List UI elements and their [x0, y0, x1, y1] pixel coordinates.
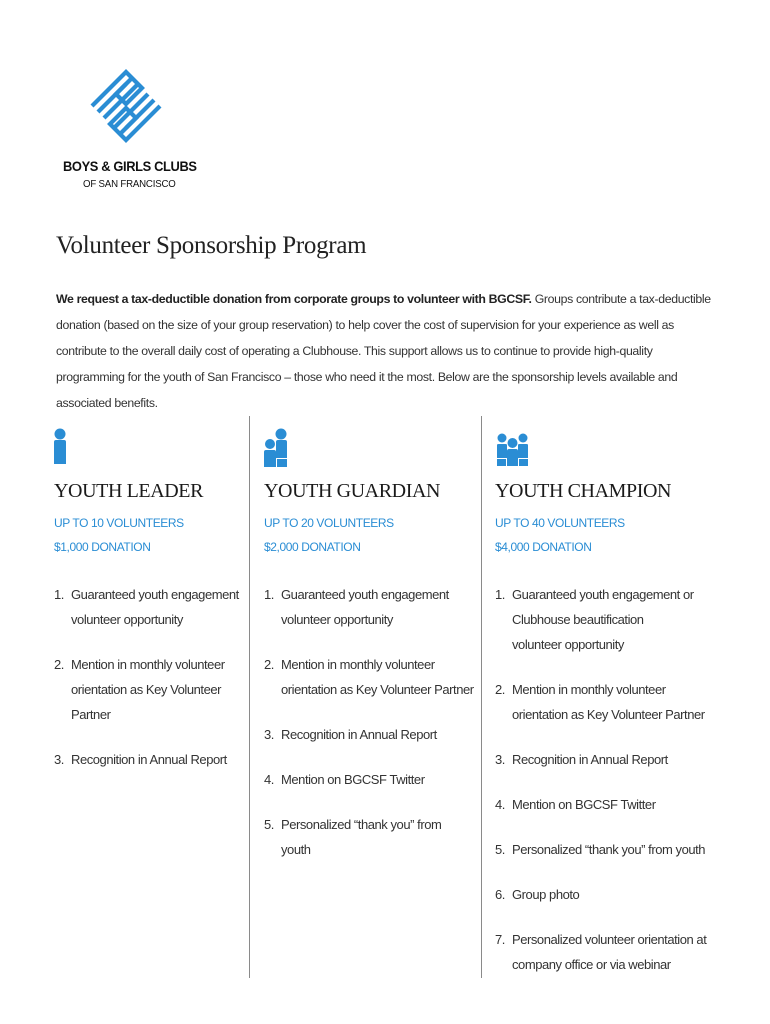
- benefit-text: volunteer opportunity: [71, 612, 183, 627]
- benefit-number: 3.: [264, 727, 274, 742]
- intro-bold: We request a tax-deductible donation from corporate groups to volunteer with BGCSF.: [56, 292, 532, 306]
- benefit-item: [54, 747, 246, 772]
- benefit-text: Clubhouse beautification: [512, 612, 644, 627]
- benefit-item: [264, 652, 474, 702]
- tier-volunteers: UP TO 40 VOLUNTEERS: [495, 516, 625, 530]
- benefit-number: 1.: [54, 587, 64, 602]
- benefit-text: Recognition in Annual Report: [71, 752, 227, 767]
- benefit-text: Guaranteed youth engagement: [281, 587, 449, 602]
- tier-youth-guardian: [264, 428, 474, 857]
- benefit-list: [495, 582, 706, 997]
- benefit-number: 6.: [495, 887, 505, 902]
- benefit-item: [495, 747, 706, 772]
- logo-line2: OF SAN FRANCISCO: [83, 178, 176, 190]
- tier-donation: $2,000 DONATION: [264, 540, 361, 554]
- benefit-item: [495, 792, 706, 817]
- benefit-item: [495, 837, 706, 862]
- group-people-icon: [495, 428, 717, 468]
- column-divider-2: [481, 416, 482, 978]
- tier-youth-champion: [495, 428, 717, 972]
- benefit-text: Recognition in Annual Report: [512, 752, 668, 767]
- benefit-text: Guaranteed youth engagement or: [512, 587, 694, 602]
- benefit-text: Mention on BGCSF Twitter: [281, 772, 425, 787]
- page-title: Volunteer Sponsorship Program: [56, 232, 367, 259]
- benefit-text: Personalized volunteer orientation at: [512, 932, 707, 947]
- benefit-text: orientation as Key Volunteer Partner: [512, 707, 705, 722]
- benefit-number: 2.: [54, 657, 64, 672]
- benefit-number: 2.: [264, 657, 274, 672]
- benefit-list: [264, 582, 474, 882]
- benefit-number: 1.: [495, 587, 505, 602]
- benefit-number: 5.: [495, 842, 505, 857]
- benefit-number: 3.: [495, 752, 505, 767]
- benefit-number: 7.: [495, 932, 505, 947]
- benefit-item: [54, 582, 246, 632]
- benefit-text: volunteer opportunity: [281, 612, 393, 627]
- benefit-number: 4.: [495, 797, 505, 812]
- benefit-list: [54, 582, 246, 792]
- benefit-text: Group photo: [512, 887, 580, 902]
- logo-line1: BOYS & GIRLS CLUBS: [63, 158, 197, 174]
- tier-volunteers: UP TO 10 VOLUNTEERS: [54, 516, 184, 530]
- tier-donation: $1,000 DONATION: [54, 540, 151, 554]
- benefit-text: volunteer opportunity: [512, 637, 624, 652]
- benefit-item: [264, 767, 474, 792]
- benefit-number: 2.: [495, 682, 505, 697]
- benefit-text: Mention in monthly volunteer: [512, 682, 666, 697]
- benefit-item: [54, 652, 246, 727]
- bgcsf-logo-mark-icon: [86, 66, 166, 146]
- benefit-text: orientation as Key Volunteer Partner: [281, 682, 474, 697]
- tier-name: YOUTH LEADER: [54, 480, 204, 502]
- single-person-icon: [54, 428, 246, 468]
- benefit-number: 5.: [264, 817, 274, 832]
- tier-name: YOUTH CHAMPION: [495, 480, 672, 502]
- tier-youth-leader: [54, 428, 246, 767]
- intro-rest: Groups contribute a tax-deductible donation (based on the size of your group reservation) to help cover the cost of supervision for your experience as well as contribute to the overall daily cost of operating a Clubhouse. This support allows us to continue to provide high-quality programming for the youth of San Francisco – those who need it the most. Below are the sponsorship levels available and associated benefits.: [56, 292, 711, 410]
- benefit-text: Mention in monthly volunteer: [281, 657, 435, 672]
- benefit-item: [495, 582, 706, 657]
- benefit-text: Recognition in Annual Report: [281, 727, 437, 742]
- benefit-text: Mention on BGCSF Twitter: [512, 797, 656, 812]
- intro-paragraph: [56, 286, 716, 416]
- benefit-item: [495, 677, 706, 727]
- benefit-item: [495, 882, 706, 907]
- two-people-icon: [264, 428, 474, 468]
- benefit-item: [495, 927, 706, 977]
- tier-name: YOUTH GUARDIAN: [264, 480, 441, 502]
- benefit-number: 4.: [264, 772, 274, 787]
- benefit-item: [264, 722, 474, 747]
- column-divider-1: [249, 416, 250, 978]
- benefit-text: Mention in monthly volunteer: [71, 657, 225, 672]
- benefit-text: orientation as Key Volunteer Partner: [71, 682, 222, 722]
- tier-volunteers: UP TO 20 VOLUNTEERS: [264, 516, 394, 530]
- benefit-item: [264, 812, 474, 862]
- benefit-number: 1.: [264, 587, 274, 602]
- benefit-text: Guaranteed youth engagement: [71, 587, 239, 602]
- benefit-number: 3.: [54, 752, 64, 767]
- benefit-text: Personalized “thank you” from youth: [512, 842, 706, 857]
- benefit-text: Personalized “thank you” from youth: [281, 817, 442, 857]
- benefit-item: [264, 582, 474, 632]
- benefit-text: company office or via webinar: [512, 957, 671, 972]
- tier-donation: $4,000 DONATION: [495, 540, 592, 554]
